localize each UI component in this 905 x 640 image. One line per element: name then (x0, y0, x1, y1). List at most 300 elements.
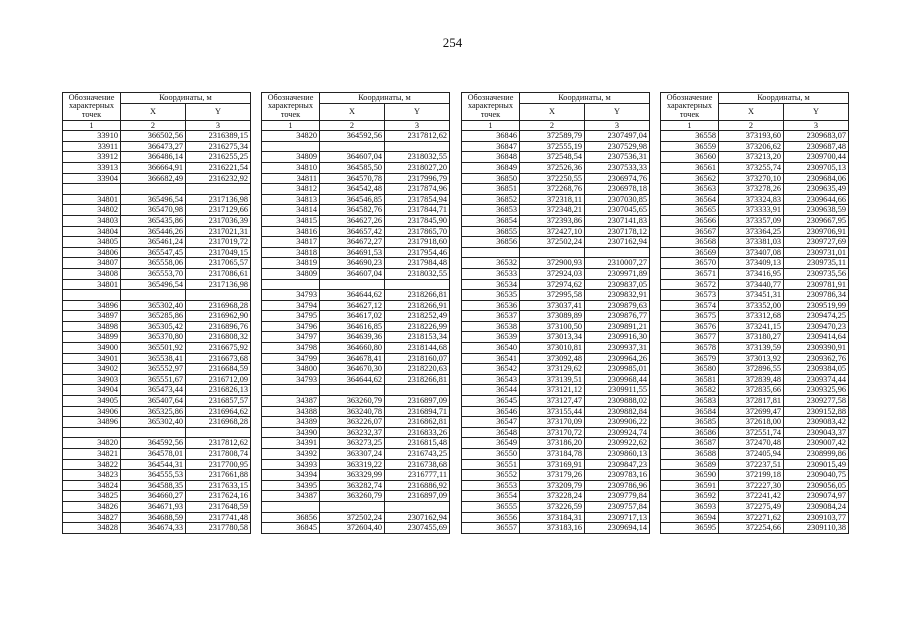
x-value: 372405,94 (719, 449, 784, 460)
y-value: 2307178,12 (585, 226, 650, 237)
x-value: 365370,80 (121, 332, 186, 343)
x-value: 365501,92 (121, 343, 186, 354)
point-id: 36576 (661, 321, 719, 332)
table-row (661, 427, 849, 438)
point-id (262, 501, 320, 512)
table-row (63, 438, 251, 449)
y-value: 2317954,46 (385, 247, 450, 258)
table-row (262, 396, 450, 407)
y-value: 2316743,25 (385, 449, 450, 460)
x-value: 372393,86 (520, 215, 585, 226)
point-id: 34794 (262, 300, 320, 311)
point-id: 36584 (661, 406, 719, 417)
table-row (63, 427, 251, 438)
table-row (262, 321, 450, 332)
table-row (462, 215, 650, 226)
point-id: 34391 (262, 438, 320, 449)
table-row (661, 417, 849, 428)
x-value: 363329,99 (320, 470, 385, 481)
table-row (63, 501, 251, 512)
point-id: 34394 (262, 470, 320, 481)
x-value: 373228,24 (520, 491, 585, 502)
x-value: 372502,24 (520, 237, 585, 248)
x-value: 372254,66 (719, 523, 784, 534)
table-row (262, 152, 450, 163)
x-value: 373092,48 (520, 353, 585, 364)
x-value: 373409,13 (719, 258, 784, 269)
x-value: 373100,50 (520, 321, 585, 332)
point-id: 34390 (262, 427, 320, 438)
header-index-1: 1 (462, 120, 520, 131)
table-row (262, 364, 450, 375)
x-value: 373184,78 (520, 449, 585, 460)
x-value: 373155,44 (520, 406, 585, 417)
point-id: 36558 (661, 131, 719, 142)
point-id: 36536 (462, 300, 520, 311)
point-id: 34389 (262, 417, 320, 428)
x-value: 363232,37 (320, 427, 385, 438)
x-value: 365551,67 (121, 374, 186, 385)
table-row (661, 332, 849, 343)
table-row (262, 162, 450, 173)
point-id: 34806 (63, 247, 121, 258)
table-row (63, 332, 251, 343)
y-value: 2318032,55 (385, 152, 450, 163)
point-id: 34802 (63, 205, 121, 216)
table-row (63, 247, 251, 258)
y-value: 2309152,88 (784, 406, 849, 417)
y-value: 2316808,32 (186, 332, 251, 343)
y-value: 2317845,90 (385, 215, 450, 226)
table-row (262, 459, 450, 470)
y-value: 2316221,54 (186, 162, 251, 173)
y-value: 2317854,94 (385, 194, 450, 205)
table-row (462, 162, 650, 173)
point-id: 34811 (262, 173, 320, 184)
y-value: 2309635,49 (784, 184, 849, 195)
point-id: 36561 (661, 162, 719, 173)
y-value: 2317633,15 (186, 480, 251, 491)
table-row (63, 258, 251, 269)
point-id: 36578 (661, 343, 719, 354)
header-index-1: 1 (63, 120, 121, 131)
point-id: 34826 (63, 501, 121, 512)
table-row (63, 173, 251, 184)
y-value: 2317808,74 (186, 449, 251, 460)
x-value: 364670,30 (320, 364, 385, 375)
header-index-2: 2 (520, 120, 585, 131)
x-value: 372502,24 (320, 512, 385, 523)
point-id: 34897 (63, 311, 121, 322)
x-value: 365285,86 (121, 311, 186, 322)
table-row (63, 364, 251, 375)
y-value: 2309705,13 (784, 162, 849, 173)
table-row (462, 406, 650, 417)
page-number: 254 (442, 35, 463, 50)
point-id: 34801 (63, 194, 121, 205)
y-value: 2309879,63 (585, 300, 650, 311)
point-id (462, 247, 520, 258)
y-value: 2317984,48 (385, 258, 450, 269)
x-value: 365558,06 (121, 258, 186, 269)
point-id: 34808 (63, 268, 121, 279)
y-value: 2316897,09 (385, 491, 450, 502)
point-id: 36553 (462, 480, 520, 491)
x-value: 373193,60 (719, 131, 784, 142)
point-id: 34388 (262, 406, 320, 417)
y-value: 2309832,91 (585, 290, 650, 301)
point-id: 36560 (661, 152, 719, 163)
y-value: 2309916,30 (585, 332, 650, 343)
table-row (262, 300, 450, 311)
point-id: 34797 (262, 332, 320, 343)
point-id: 36846 (462, 131, 520, 142)
point-id: 34810 (262, 162, 320, 173)
table-row (262, 523, 450, 534)
x-value: 365552,97 (121, 364, 186, 375)
y-value: 2316815,48 (385, 438, 450, 449)
x-value: 373089,89 (520, 311, 585, 322)
table-row (661, 491, 849, 502)
y-value: 2309040,75 (784, 470, 849, 481)
point-id: 36548 (462, 427, 520, 438)
x-value: 365302,40 (121, 417, 186, 428)
table-row (661, 512, 849, 523)
y-value: 2309922,62 (585, 438, 650, 449)
table-row (63, 449, 251, 460)
point-id: 34793 (262, 374, 320, 385)
point-id: 36570 (661, 258, 719, 269)
x-value (121, 184, 186, 195)
x-value: 373364,25 (719, 226, 784, 237)
x-value: 365302,40 (121, 300, 186, 311)
x-value: 366486,14 (121, 152, 186, 163)
point-id: 33912 (63, 152, 121, 163)
y-value: 2316833,26 (385, 427, 450, 438)
table-row (63, 184, 251, 195)
x-value: 372237,51 (719, 459, 784, 470)
y-value (585, 247, 650, 258)
x-value: 373121,12 (520, 385, 585, 396)
point-id: 34804 (63, 226, 121, 237)
point-id: 34903 (63, 374, 121, 385)
point-id: 36534 (462, 279, 520, 290)
y-value: 2309644,66 (784, 194, 849, 205)
header-y: Y (585, 103, 650, 120)
point-id: 36580 (661, 364, 719, 375)
x-value: 363307,24 (320, 449, 385, 460)
point-id: 36535 (462, 290, 520, 301)
x-value: 372268,76 (520, 184, 585, 195)
x-value: 365325,86 (121, 406, 186, 417)
x-value: 363260,79 (320, 396, 385, 407)
x-value: 373186,20 (520, 438, 585, 449)
point-id: 36572 (661, 279, 719, 290)
x-value: 373357,09 (719, 215, 784, 226)
point-id: 34387 (262, 396, 320, 407)
y-value: 2317874,96 (385, 184, 450, 195)
table-row (262, 194, 450, 205)
x-value: 373169,91 (520, 459, 585, 470)
y-value (385, 279, 450, 290)
point-id: 34825 (63, 491, 121, 502)
point-id: 36559 (661, 141, 719, 152)
table-row (462, 268, 650, 279)
table-row (63, 141, 251, 152)
table-row (462, 353, 650, 364)
y-value: 2309964,26 (585, 353, 650, 364)
table-row (661, 268, 849, 279)
table-row (462, 470, 650, 481)
y-value: 2317700,95 (186, 459, 251, 470)
table-row (661, 343, 849, 354)
table-row (661, 141, 849, 152)
x-value: 364555,53 (121, 470, 186, 481)
x-value: 364607,04 (320, 268, 385, 279)
x-value: 364588,35 (121, 480, 186, 491)
y-value: 2309937,31 (585, 343, 650, 354)
x-value: 372275,49 (719, 501, 784, 512)
x-value: 365538,41 (121, 353, 186, 364)
table-row (63, 459, 251, 470)
table-row (462, 512, 650, 523)
table-row (262, 449, 450, 460)
y-value: 2309786,96 (585, 480, 650, 491)
x-value: 373206,62 (719, 141, 784, 152)
y-value: 2316968,28 (186, 300, 251, 311)
point-id: 36853 (462, 205, 520, 216)
y-value: 2316275,34 (186, 141, 251, 152)
y-value: 2309043,37 (784, 427, 849, 438)
y-value (186, 184, 251, 195)
y-value: 2309717,13 (585, 512, 650, 523)
y-value: 2306974,76 (585, 173, 650, 184)
coordinate-table (261, 92, 450, 534)
point-id: 36564 (661, 194, 719, 205)
table-row (661, 501, 849, 512)
point-id: 36566 (661, 215, 719, 226)
x-value: 373013,92 (719, 353, 784, 364)
y-value: 2317996,79 (385, 173, 450, 184)
y-value: 2309414,64 (784, 332, 849, 343)
x-value: 364616,85 (320, 321, 385, 332)
y-value: 2309687,48 (784, 141, 849, 152)
point-id: 36575 (661, 311, 719, 322)
y-value: 2318027,20 (385, 162, 450, 173)
y-value: 2309924,74 (585, 427, 650, 438)
x-value: 373241,15 (719, 321, 784, 332)
table-row (462, 321, 650, 332)
point-id: 34902 (63, 364, 121, 375)
y-value: 2317036,39 (186, 215, 251, 226)
x-value: 364639,36 (320, 332, 385, 343)
y-value: 2317019,72 (186, 237, 251, 248)
y-value: 2316886,92 (385, 480, 450, 491)
point-id: 36855 (462, 226, 520, 237)
x-value: 364674,33 (121, 523, 186, 534)
x-value: 372199,18 (719, 470, 784, 481)
coordinate-table (660, 92, 849, 534)
table-row (661, 321, 849, 332)
point-id: 34795 (262, 311, 320, 322)
y-value: 2307455,69 (385, 523, 450, 534)
table-row (262, 205, 450, 216)
y-value: 2316712,09 (186, 374, 251, 385)
table-row (661, 258, 849, 269)
x-value: 373416,95 (719, 268, 784, 279)
x-value: 372551,74 (719, 427, 784, 438)
y-value: 2307533,33 (585, 162, 650, 173)
point-id: 36595 (661, 523, 719, 534)
y-value: 2309985,01 (585, 364, 650, 375)
y-value: 2316389,15 (186, 131, 251, 142)
point-id: 36593 (661, 501, 719, 512)
x-value: 364544,31 (121, 459, 186, 470)
x-value: 363282,74 (320, 480, 385, 491)
y-value: 2309727,69 (784, 237, 849, 248)
point-id: 36577 (661, 332, 719, 343)
point-id: 36557 (462, 523, 520, 534)
table-row (462, 173, 650, 184)
x-value: 373139,51 (520, 374, 585, 385)
point-id (262, 279, 320, 290)
y-value: 2309638,59 (784, 205, 849, 216)
x-value: 364671,93 (121, 501, 186, 512)
point-id: 36851 (462, 184, 520, 195)
point-id: 36583 (661, 396, 719, 407)
table-row (661, 364, 849, 375)
table-row (63, 268, 251, 279)
table-row (63, 162, 251, 173)
y-value: 2317812,62 (385, 131, 450, 142)
y-value: 2317021,31 (186, 226, 251, 237)
header-coordinates: Координаты, м (520, 93, 650, 104)
y-value: 2318226,99 (385, 321, 450, 332)
y-value: 2307529,98 (585, 141, 650, 152)
table-row (462, 226, 650, 237)
y-value: 2307497,04 (585, 131, 650, 142)
point-id: 34813 (262, 194, 320, 205)
header-x: X (121, 103, 186, 120)
x-value: 373407,08 (719, 247, 784, 258)
y-value: 2316962,90 (186, 311, 251, 322)
point-id: 34822 (63, 459, 121, 470)
point-id: 34819 (262, 258, 320, 269)
x-value: 373352,00 (719, 300, 784, 311)
point-id: 34387 (262, 491, 320, 502)
x-value: 364688,59 (121, 512, 186, 523)
y-value: 2316232,92 (186, 173, 251, 184)
point-id: 36563 (661, 184, 719, 195)
point-id: 36549 (462, 438, 520, 449)
point-id: 34393 (262, 459, 320, 470)
x-value: 373440,77 (719, 279, 784, 290)
y-value: 2309390,91 (784, 343, 849, 354)
x-value: 372227,30 (719, 480, 784, 491)
x-value: 363273,25 (320, 438, 385, 449)
point-id: 34899 (63, 332, 121, 343)
x-value: 372470,48 (719, 438, 784, 449)
y-value: 2317865,70 (385, 226, 450, 237)
header-designation: Обозначение характерных точек (63, 93, 121, 121)
x-value: 373180,27 (719, 332, 784, 343)
y-value: 2309706,91 (784, 226, 849, 237)
y-value: 2307162,94 (385, 512, 450, 523)
y-value (385, 501, 450, 512)
point-id: 33904 (63, 173, 121, 184)
y-value: 2317741,48 (186, 512, 251, 523)
table-row (462, 279, 650, 290)
x-value: 366473,27 (121, 141, 186, 152)
point-id: 34824 (63, 480, 121, 491)
point-id: 36582 (661, 385, 719, 396)
x-value: 365305,42 (121, 321, 186, 332)
y-value: 2309757,84 (585, 501, 650, 512)
point-id: 36594 (661, 512, 719, 523)
y-value: 2309911,55 (585, 385, 650, 396)
table-row (661, 311, 849, 322)
y-value: 2309694,14 (585, 523, 650, 534)
x-value: 364691,53 (320, 247, 385, 258)
y-value: 2317844,71 (385, 205, 450, 216)
point-id: 36856 (462, 237, 520, 248)
table-row (63, 353, 251, 364)
point-id: 36545 (462, 396, 520, 407)
point-id: 34898 (63, 321, 121, 332)
x-value: 364660,80 (320, 343, 385, 354)
table-row (661, 247, 849, 258)
table-row (63, 523, 251, 534)
table-row (462, 343, 650, 354)
point-id: 36852 (462, 194, 520, 205)
y-value: 2318266,81 (385, 374, 450, 385)
y-value: 2309374,44 (784, 374, 849, 385)
point-id: 34392 (262, 449, 320, 460)
y-value: 2309876,77 (585, 311, 650, 322)
point-id (63, 290, 121, 301)
point-id: 36533 (462, 268, 520, 279)
point-id: 36591 (661, 480, 719, 491)
point-id: 36555 (462, 501, 520, 512)
y-value: 2318032,55 (385, 268, 450, 279)
table-row (63, 480, 251, 491)
point-id (63, 427, 121, 438)
table-row (262, 491, 450, 502)
point-id: 34900 (63, 343, 121, 354)
point-id: 34395 (262, 480, 320, 491)
point-id: 34821 (63, 449, 121, 460)
y-value: 2309779,84 (585, 491, 650, 502)
y-value: 2307141,83 (585, 215, 650, 226)
y-value: 2316896,76 (186, 321, 251, 332)
point-id: 36532 (462, 258, 520, 269)
point-id: 36567 (661, 226, 719, 237)
y-value: 2309781,91 (784, 279, 849, 290)
table-row (262, 131, 450, 142)
y-value: 2310007,27 (585, 258, 650, 269)
table-row (661, 523, 849, 534)
header-y: Y (784, 103, 849, 120)
x-value (320, 141, 385, 152)
point-id: 34820 (262, 131, 320, 142)
x-value: 373037,41 (520, 300, 585, 311)
y-value: 2316968,28 (186, 417, 251, 428)
table-row (661, 152, 849, 163)
x-value: 372900,93 (520, 258, 585, 269)
point-id: 34800 (262, 364, 320, 375)
x-value: 364585,50 (320, 162, 385, 173)
x-value: 366664,91 (121, 162, 186, 173)
